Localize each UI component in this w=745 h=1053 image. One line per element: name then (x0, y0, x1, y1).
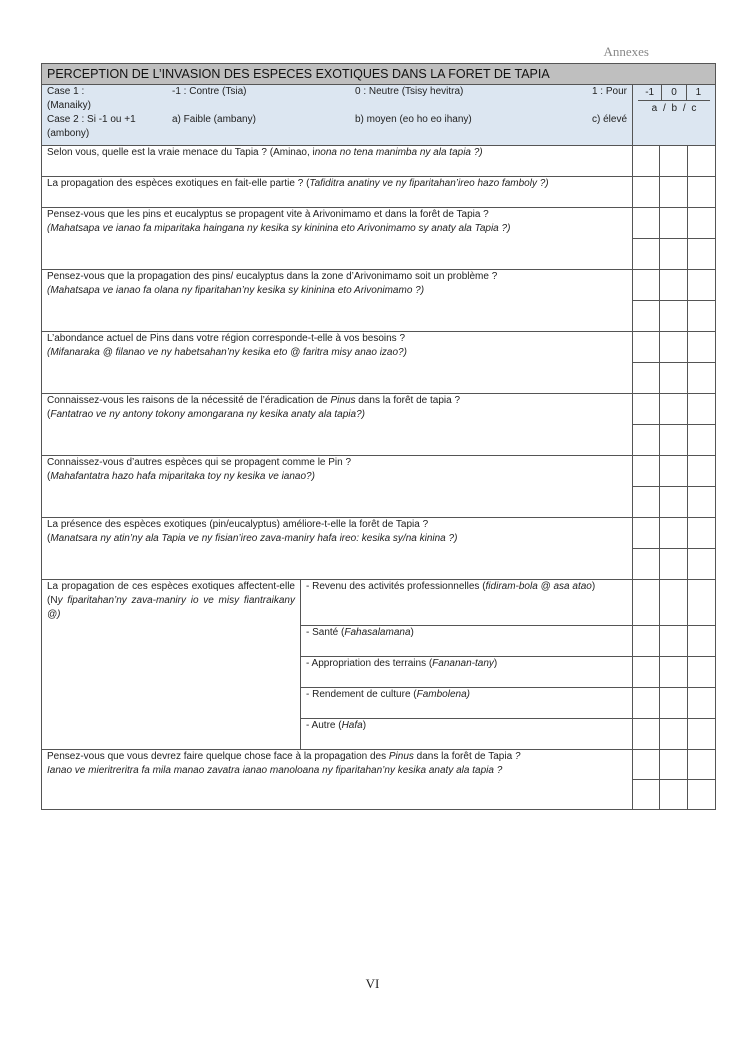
answer-box[interactable] (660, 750, 688, 780)
question-1: Selon vous, quelle est la vraie menace du Tapia ? (Aminao, inona no tena manimba ny ala tapia ?) (42, 146, 633, 177)
answer-box[interactable] (688, 146, 716, 177)
answer-box[interactable] (688, 425, 716, 456)
answer-box[interactable] (660, 549, 688, 580)
effect-item-culture: - Rendement de culture (Fambolena) (301, 688, 633, 719)
question-4: Pensez-vous que la propagation des pins/ eucalyptus dans la zone d’Arivonimamo soit un problème ? (Mahatsapa ve ianao fa olana ny fiparitahan’ny kesika sy kininina eto Arivonimamo ?) (42, 270, 633, 332)
answer-box[interactable] (660, 780, 688, 810)
legend-pour: 1 : Pour (591, 86, 627, 97)
answer-box[interactable] (660, 363, 688, 394)
answer-box[interactable] (688, 456, 716, 487)
answer-box[interactable] (633, 394, 660, 425)
legend-contre: -1 : Contre (Tsia) (172, 86, 247, 97)
answer-box[interactable] (633, 626, 660, 657)
page-number: VI (365, 976, 380, 991)
legend (42, 85, 633, 146)
answer-box[interactable] (633, 657, 660, 688)
answer-box[interactable] (660, 456, 688, 487)
legend-moyen: b) moyen (eo ho eo ihany) (355, 114, 472, 125)
answer-box[interactable] (660, 332, 688, 363)
answer-box[interactable] (633, 780, 660, 810)
answer-box[interactable] (660, 239, 688, 270)
question-5: L’abondance actuel de Pins dans votre région corresponde-t-elle à vos besoins ? (Mifanaraka @ filanao ve ny habetsahan’ny kesika eto @ faritra misy anao izao?) (42, 332, 633, 394)
answer-box[interactable] (633, 301, 660, 332)
answer-box[interactable] (633, 146, 660, 177)
answer-box[interactable] (688, 657, 716, 688)
answer-box[interactable] (660, 657, 688, 688)
answer-box[interactable] (633, 270, 660, 301)
answer-box[interactable] (633, 208, 660, 239)
answer-box[interactable] (633, 239, 660, 270)
answer-box[interactable] (688, 394, 716, 425)
answer-box[interactable] (688, 780, 716, 810)
answer-box[interactable] (688, 332, 716, 363)
answer-box[interactable] (688, 363, 716, 394)
question-3: Pensez-vous que les pins et eucalyptus se propagent vite à Arivonimamo et dans la forêt de Tapia ? (Mahatsapa ve ianao fa miparitaka haingana ny kesika sy kininina eto Arivonimamo sy anaty ala Tapia ?) (42, 208, 633, 270)
legend-eleve: c) élevé (591, 114, 627, 125)
score-minus-one: -1 (645, 87, 655, 98)
answer-box[interactable] (633, 688, 660, 719)
legend-case1: Case 1 : (47, 86, 85, 97)
answer-box[interactable] (660, 688, 688, 719)
answer-box[interactable] (688, 750, 716, 780)
question-2: La propagation des espèces exotiques en fait-elle partie ? (Tafiditra anatiny ve ny fiparitahan’ireo hazo famboly ?) (42, 177, 633, 208)
page-header: Annexes (603, 44, 649, 59)
answer-box[interactable] (633, 580, 660, 626)
answer-box[interactable] (633, 363, 660, 394)
answer-box[interactable] (688, 518, 716, 549)
legend-case2: Case 2 : Si -1 ou +1 (47, 114, 136, 125)
question-last: Pensez-vous que vous devrez faire quelque chose face à la propagation des Pinus dans la forêt de Tapia ? Ianao ve mieritreritra fa mila manao zavatra ianao manoloana ny fiparitahan’ny kesika anaty ala tapia ? (42, 750, 633, 810)
answer-box[interactable] (688, 626, 716, 657)
answer-box[interactable] (688, 239, 716, 270)
effect-item-autre: - Autre (Hafa) (301, 719, 633, 750)
answer-box[interactable] (660, 270, 688, 301)
survey-table (41, 63, 716, 810)
legend-manaiky: (Manaiky) (47, 100, 91, 111)
answer-box[interactable] (633, 719, 660, 750)
answer-box[interactable] (688, 719, 716, 750)
answer-box[interactable] (660, 394, 688, 425)
answer-box[interactable] (660, 518, 688, 549)
answer-box[interactable] (660, 425, 688, 456)
question-7: Connaissez-vous d’autres espèces qui se propagent comme le Pin ? (Mahafantatra hazo hafa miparitaka toy ny kesika ve ianao?) (42, 456, 633, 518)
question-6: Connaissez-vous les raisons de la nécessité de l’éradication de Pinus dans la forêt de tapia ? (Fantatrao ve ny antony tokony amongarana ny kesika anaty ala tapia?) (42, 394, 633, 456)
legend-ambony: (ambony) (47, 128, 90, 139)
answer-box[interactable] (660, 487, 688, 518)
question-8: La présence des espèces exotiques (pin/eucalyptus) améliore-t-elle la forêt de Tapia ? (Manatsara ny atin’ny ala Tapia ve ny fisian’ireo zava-maniry hafa ireo: kesika sy/na kinina ?) (42, 518, 633, 580)
answer-box[interactable] (633, 332, 660, 363)
answer-box[interactable] (633, 177, 660, 208)
answer-box[interactable] (688, 301, 716, 332)
score-subheader: a / b / c (651, 103, 697, 114)
answer-box[interactable] (660, 626, 688, 657)
effect-question: La propagation de ces espèces exotiques affectent-elle (Ny fiparitahan’ny zava-maniry io ve misy fiantraikany @) (42, 580, 301, 750)
effect-item-revenu: - Revenu des activités professionnelles (fidiram-bola @ asa atao) (301, 580, 633, 626)
score-plus-one: 1 (686, 85, 710, 100)
answer-box[interactable] (688, 487, 716, 518)
answer-box[interactable] (688, 580, 716, 626)
answer-box[interactable] (688, 270, 716, 301)
answer-box[interactable] (688, 549, 716, 580)
answer-box[interactable] (660, 177, 688, 208)
answer-box[interactable] (633, 549, 660, 580)
answer-box[interactable] (633, 456, 660, 487)
effect-item-sante: - Santé (Fahasalamana) (301, 626, 633, 657)
score-header (633, 85, 716, 146)
effect-item-terrains: - Appropriation des terrains (Fananan-tany) (301, 657, 633, 688)
answer-box[interactable] (688, 208, 716, 239)
answer-box[interactable] (660, 301, 688, 332)
legend-neutre: 0 : Neutre (Tsisy hevitra) (355, 86, 464, 97)
answer-box[interactable] (688, 688, 716, 719)
answer-box[interactable] (660, 580, 688, 626)
score-zero: 0 (661, 85, 685, 100)
answer-box[interactable] (633, 750, 660, 780)
answer-box[interactable] (660, 719, 688, 750)
answer-box[interactable] (660, 146, 688, 177)
answer-box[interactable] (633, 487, 660, 518)
legend-faible: a) Faible (ambany) (172, 114, 256, 125)
answer-box[interactable] (660, 208, 688, 239)
table-title: PERCEPTION DE L’INVASION DES ESPECES EXOTIQUES DANS LA FORET DE TAPIA (42, 64, 716, 85)
answer-box[interactable] (688, 177, 716, 208)
answer-box[interactable] (633, 518, 660, 549)
answer-box[interactable] (633, 425, 660, 456)
